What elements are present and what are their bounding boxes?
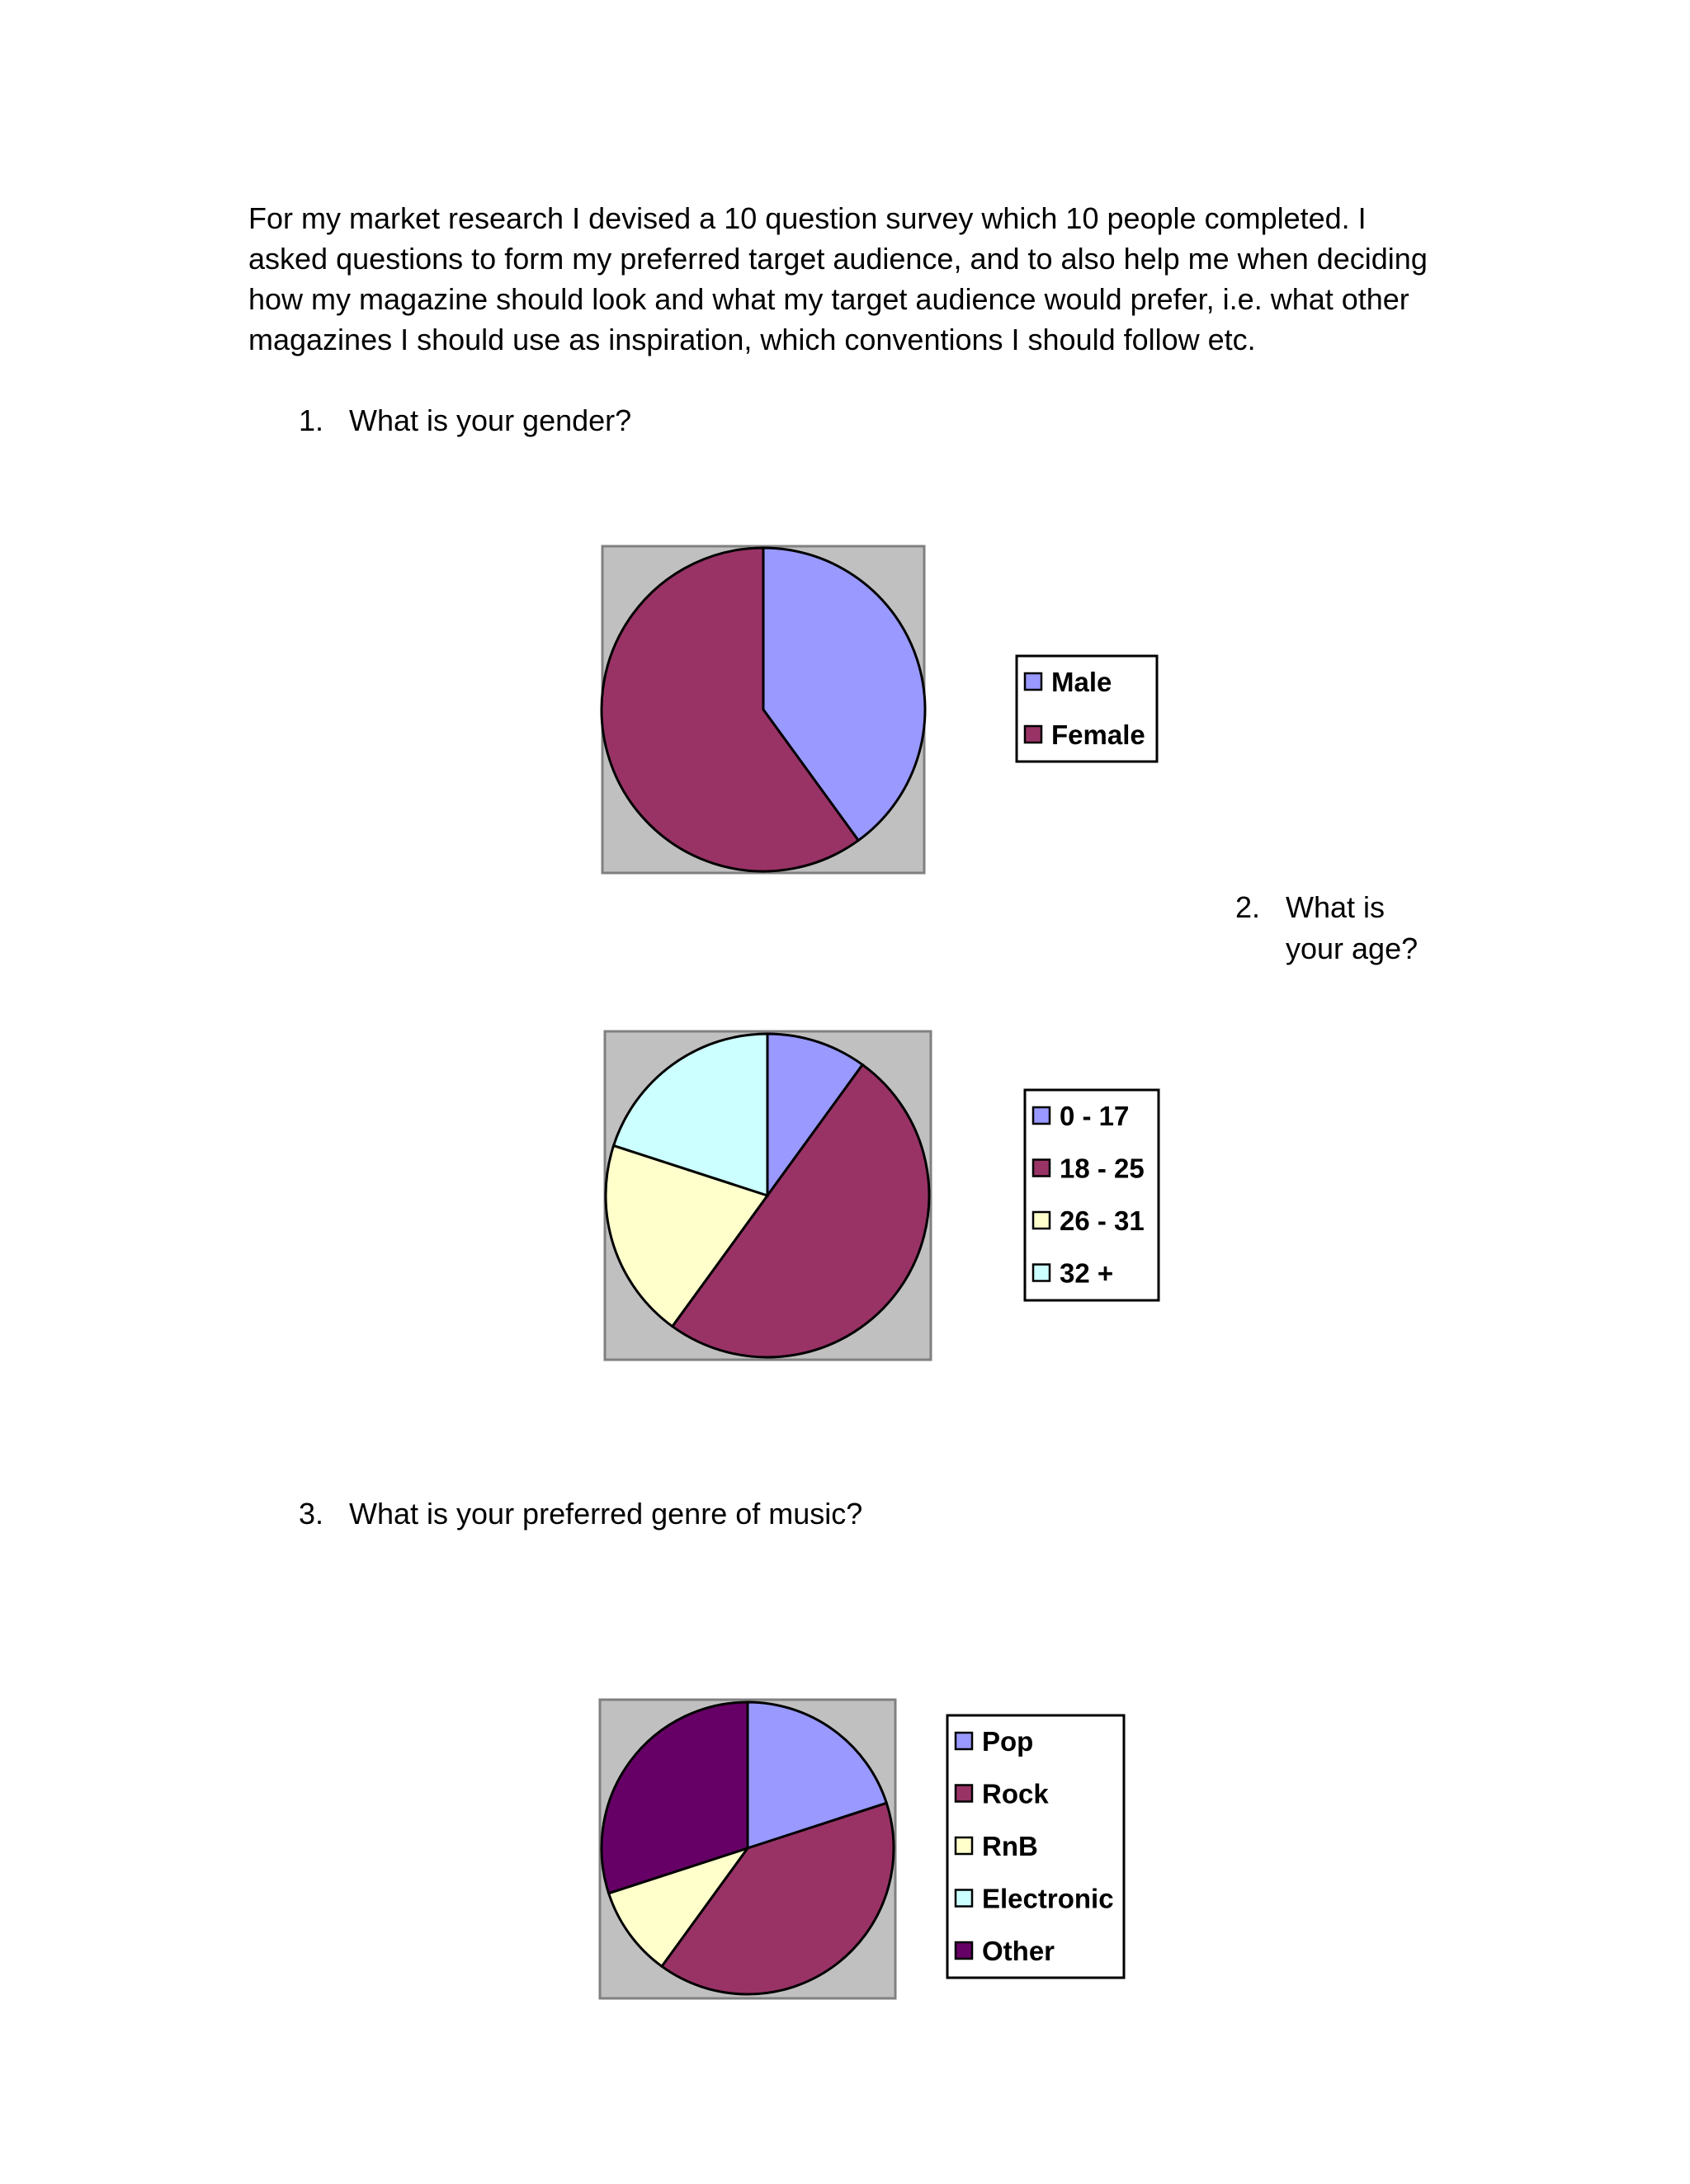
- legend-label-26-31: 26 - 31: [1060, 1205, 1145, 1236]
- legend-label-rnb: RnB: [982, 1831, 1038, 1861]
- legend-swatch-female: [1025, 726, 1041, 743]
- question-number: 1.: [299, 403, 324, 437]
- genre-pie-chart: [578, 1683, 1205, 2013]
- legend: [1017, 656, 1157, 762]
- legend-swatch-male: [1025, 673, 1041, 690]
- legend-label-female: Female: [1051, 719, 1145, 750]
- legend-swatch-0-17: [1033, 1107, 1050, 1124]
- legend-label-male: Male: [1051, 667, 1112, 697]
- legend-label-pop: Pop: [982, 1726, 1034, 1757]
- legend-swatch-rock: [956, 1785, 972, 1802]
- legend-label-other: Other: [982, 1936, 1055, 1966]
- question-1: [299, 400, 1041, 441]
- legend-label-rock: Rock: [982, 1778, 1049, 1809]
- question-text: What is your preferred genre of music?: [349, 1497, 863, 1531]
- legend-swatch-18-25: [1033, 1160, 1050, 1177]
- legend-swatch-electronic: [956, 1890, 972, 1907]
- question-text-line-2: your age?: [1286, 932, 1419, 965]
- legend: [947, 1715, 1124, 1978]
- legend-label-electronic: Electronic: [982, 1883, 1114, 1914]
- question-text: What is your gender?: [349, 403, 632, 437]
- legend-swatch-32: [1033, 1265, 1050, 1281]
- question-3: [299, 1493, 1206, 1535]
- question-2: [1235, 887, 1483, 969]
- intro-paragraph: For my market research I devised a 10 question survey which 10 people completed. I asked questions to form my preferred target audience, and to also help me when deciding how my magazine should look and what my target audience would prefer, i.e. what other magazines I should use as inspiration, which conventions I should follow etc.: [248, 201, 1428, 356]
- legend-swatch-other: [956, 1942, 972, 1959]
- question-number: 2.: [1235, 890, 1261, 924]
- legend-swatch-26-31: [1033, 1212, 1050, 1229]
- legend-swatch-rnb: [956, 1837, 972, 1854]
- question-text-line-1: What is: [1286, 890, 1386, 924]
- legend-swatch-pop: [956, 1733, 972, 1749]
- legend-label-32: 32 +: [1060, 1257, 1114, 1289]
- legend-label-18-25: 18 - 25: [1060, 1153, 1145, 1184]
- question-number: 3.: [299, 1497, 324, 1531]
- age-pie-chart: [578, 1015, 1205, 1378]
- gender-pie-chart: [578, 528, 1205, 891]
- legend: [1025, 1090, 1159, 1300]
- legend-label-0-17: 0 - 17: [1060, 1101, 1130, 1131]
